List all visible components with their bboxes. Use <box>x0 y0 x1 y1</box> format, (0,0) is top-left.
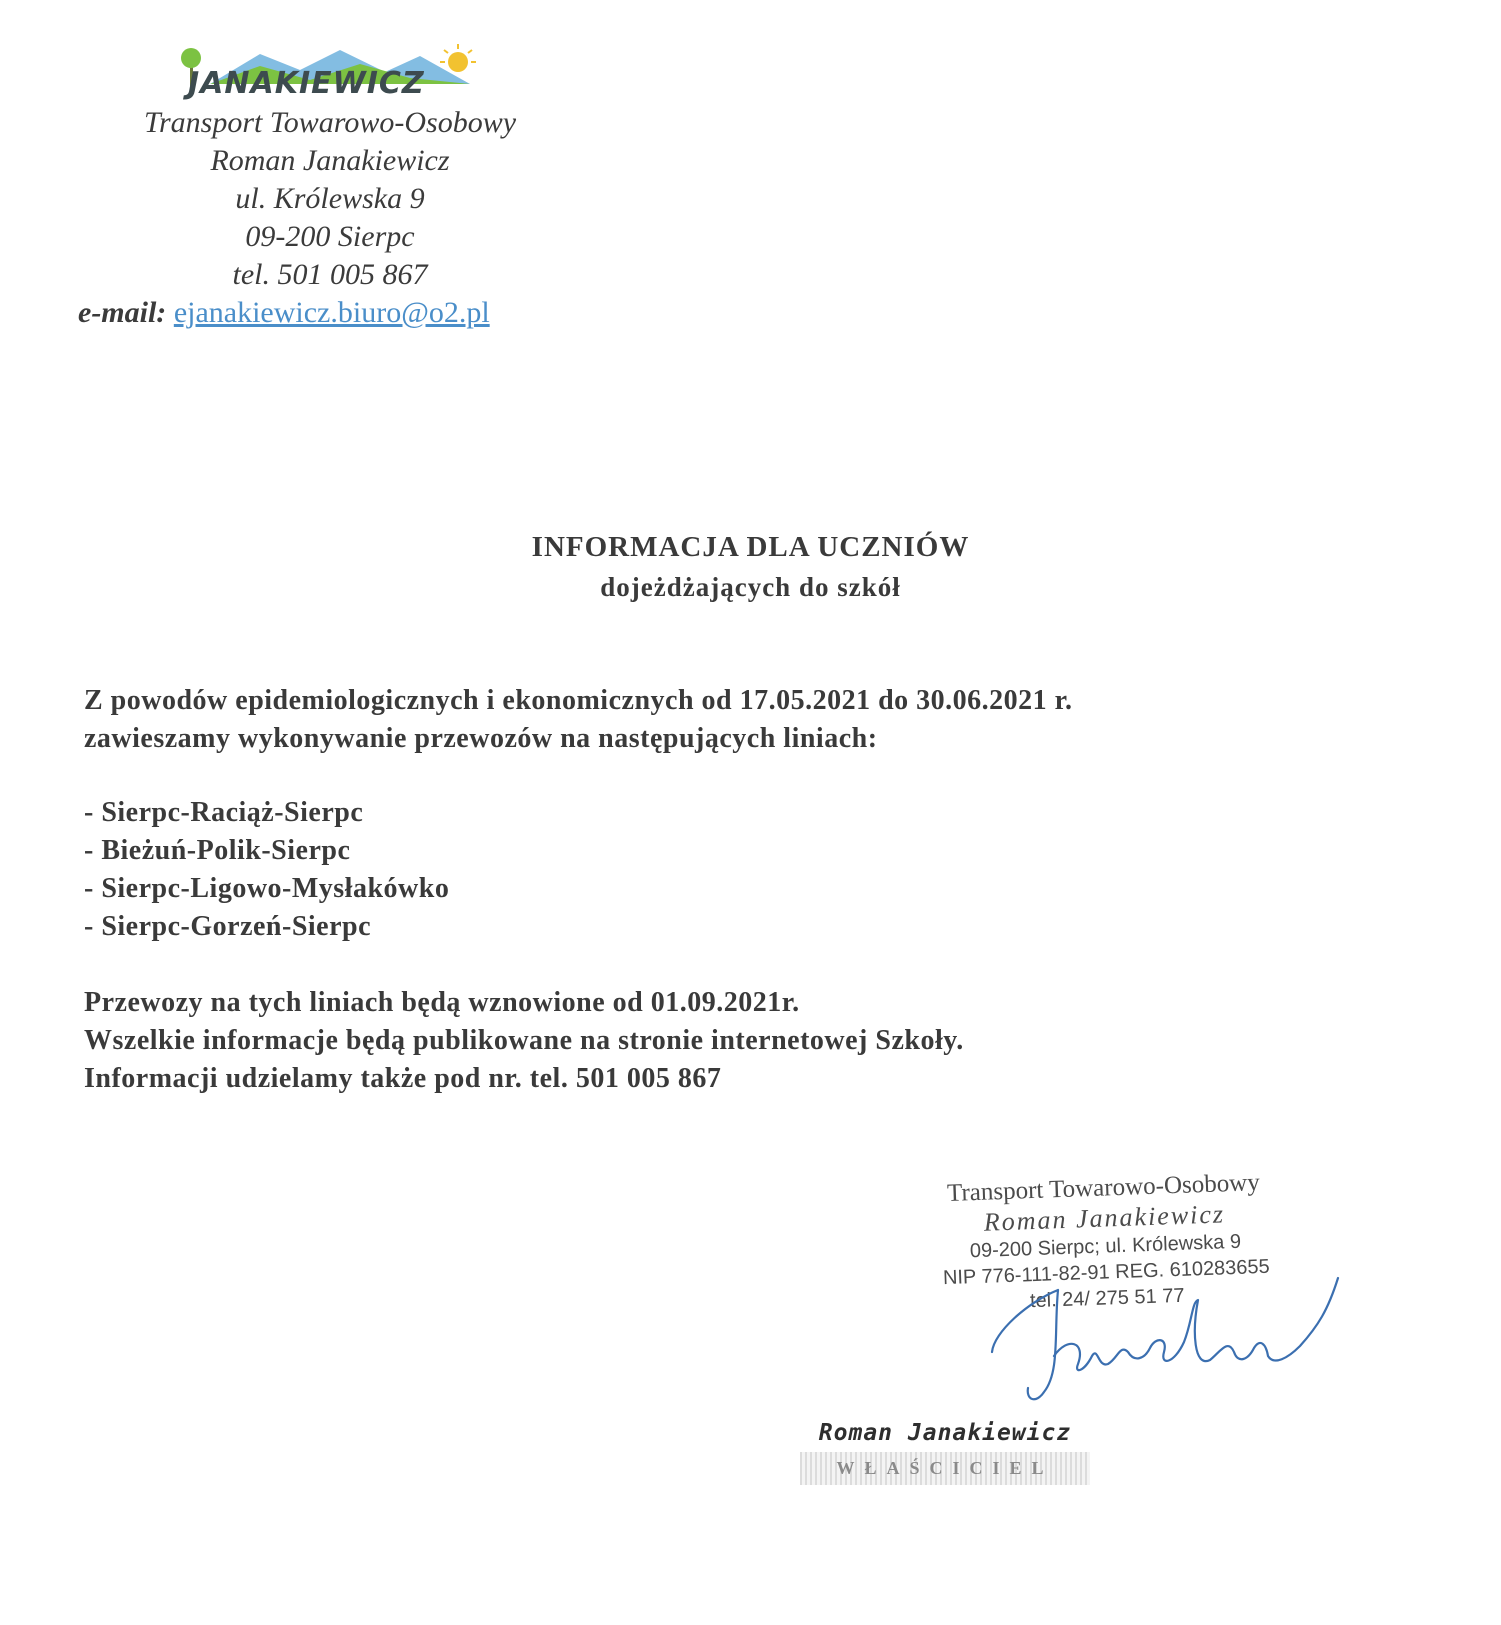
suspended-lines-list <box>84 794 1424 946</box>
owner-stamp <box>800 1420 1090 1485</box>
city-address: 09-200 Sierpc <box>245 220 415 253</box>
stamp-registry: NIP 776-111-82-91 REG. 610283655 <box>942 1255 1271 1290</box>
stamp-address: 09-200 Sierpc; ul. Królewska 9 <box>969 1230 1242 1263</box>
logo-wordmark: JANAKIEWICZ <box>188 66 425 101</box>
email-link[interactable]: ejanakiewicz.biuro@o2.pl <box>173 296 490 329</box>
intro-line: zawieszamy wykonywanie przewozów na następujących liniach: <box>84 723 878 754</box>
list-item: - Sierpc-Raciąż-Sierpc <box>84 794 1424 832</box>
intro-paragraph <box>84 682 1424 758</box>
list-item: - Sierpc-Gorzeń-Sierpc <box>84 908 1424 946</box>
notice-heading <box>0 526 1501 606</box>
stamp-company: Transport Towarowo-Osobowy <box>946 1169 1261 1207</box>
list-item: - Sierpc-Ligowo-Mysłakówko <box>84 870 1424 908</box>
list-item: - Bieżuń-Polik-Sierpc <box>84 832 1424 870</box>
notice-title: INFORMACJA DLA UCZNIÓW <box>531 531 970 563</box>
street-address: ul. Królewska 9 <box>235 182 425 215</box>
owner-stamp-title: WŁAŚCICIEL <box>800 1452 1090 1485</box>
notice-body <box>84 682 1424 1134</box>
owner-stamp-name: Roman Janakiewicz <box>818 1420 1072 1446</box>
sun-icon <box>448 52 468 72</box>
email-row <box>78 294 580 332</box>
stamp-phone: tel. 24/ 275 51 77 <box>1029 1284 1185 1313</box>
notice-subtitle: dojeżdżających do szkół <box>600 572 901 602</box>
intro-line: Z powodów epidemiologicznych i ekonomicznych od 17.05.2021 do 30.06.2021 r. <box>84 685 1073 716</box>
closing-line: Przewozy na tych liniach będą wznowione od 01.09.2021r. <box>84 987 800 1018</box>
closing-paragraph <box>84 984 1424 1098</box>
letterhead <box>80 40 580 332</box>
closing-line: Wszelkie informacje będą publikowane na stronie internetowej Szkoły. <box>84 1025 964 1056</box>
stamp-owner: Roman Janakiewicz <box>983 1199 1226 1237</box>
company-logo <box>170 40 490 100</box>
company-name: Transport Towarowo-Osobowy <box>143 106 517 139</box>
owner-name: Roman Janakiewicz <box>210 144 450 177</box>
closing-line: Informacji udzielamy także pod nr. tel. 501 005 867 <box>84 1063 722 1094</box>
handwritten-signature <box>988 1272 1408 1412</box>
email-label: e-mail: <box>78 296 167 329</box>
phone-number: tel. 501 005 867 <box>232 258 428 291</box>
